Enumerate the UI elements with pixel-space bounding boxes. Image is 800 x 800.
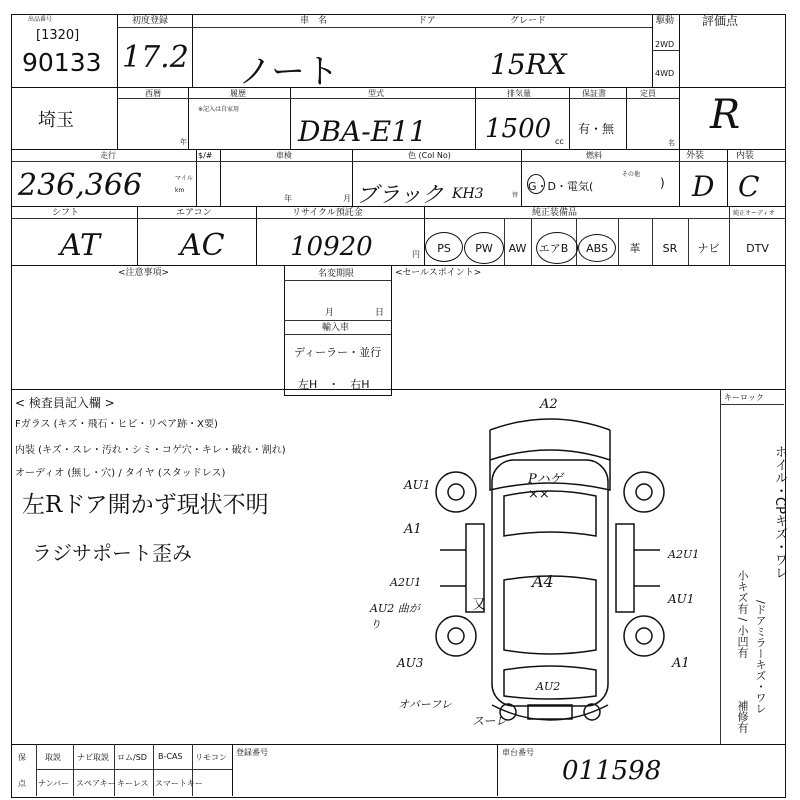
sharp-label: $/# <box>198 151 213 160</box>
warranty-label: 保証書 <box>582 89 606 98</box>
mark-center: A4 <box>532 572 554 591</box>
footer-remote: リモコン <box>195 753 227 762</box>
mark-left-2: A1 <box>404 522 422 537</box>
color-label: 色 (Col No) <box>408 151 451 160</box>
equipment-sr: SR <box>662 241 678 255</box>
name-change-label: 名変期限 <box>318 269 355 279</box>
inspector-handwritten-2: ラジサポート歪み <box>32 541 192 565</box>
equipment-pw-circle <box>464 232 504 264</box>
nen-label: 年 <box>180 138 187 146</box>
warranty-options: 有・無 <box>578 122 615 136</box>
footer-smart-key: スマートキー <box>155 779 203 788</box>
history-label: 履歴 <box>230 89 246 98</box>
capacity-unit: 名 <box>668 139 675 147</box>
inspector-line3: オーディオ (無し・穴) / タイヤ (スタッドレス) <box>15 468 226 479</box>
fuel-other: その他 <box>622 171 641 178</box>
ac-value: AC <box>180 228 225 263</box>
mark-left-1: AU1 <box>404 478 431 492</box>
equipment-abs: ABS <box>586 241 608 255</box>
footer-rom-sd: ロム/SD <box>117 753 147 762</box>
year-unit: 年 <box>284 194 292 203</box>
caution-label: <注意事項> <box>118 268 170 278</box>
cc-unit: cc <box>555 137 564 146</box>
model-label: 型式 <box>368 89 384 98</box>
doors-label: ドア <box>418 16 436 26</box>
chassis-label: 車台番号 <box>502 748 534 757</box>
mark-roof: Pハゲ ×× <box>528 472 563 502</box>
recycle-value: 10920 <box>290 232 373 262</box>
mark-right-2: AU1 <box>668 592 695 606</box>
fuel-options: G・D・電気( <box>528 180 594 193</box>
mark-right-1: A2U1 <box>668 548 700 561</box>
change-label: 替 <box>512 192 519 199</box>
day-label: 日 <box>375 308 385 318</box>
mark-left-4: AU2 曲がり <box>370 602 420 631</box>
equipment-dtv: DTV <box>746 241 769 255</box>
equipment-label: 純正装備品 <box>532 208 578 218</box>
exterior-value: D <box>692 170 715 203</box>
footer-bcas: B-CAS <box>158 752 183 761</box>
interior-label: 内装 <box>736 151 755 161</box>
mileage-label: 走行 <box>100 151 116 160</box>
month-unit: 月 <box>343 194 351 203</box>
inspector-title: < 検査員記入欄 > <box>15 396 115 410</box>
drive-2wd: 2WD <box>655 40 675 49</box>
equipment-airbag: エアB <box>538 242 569 255</box>
mileage-units: マイル km <box>175 175 193 194</box>
side-label-3: 補修有 <box>736 700 749 733</box>
yen-unit: 円 <box>412 250 420 259</box>
side-label-2: 小キズ有 / 小凹有 <box>736 570 749 658</box>
inspector-line2: 内装 (キズ・スレ・汚れ・シミ・コゲ穴・キレ・破れ・割れ) <box>15 445 286 456</box>
mark-door: 又 <box>472 597 486 613</box>
equipment-abs-circle <box>578 234 616 262</box>
exterior-label: 外装 <box>686 151 705 161</box>
footer-navi-manual: ナビ取説 <box>77 753 109 762</box>
mark-bottom-1: スーレ <box>472 714 508 728</box>
shift-value: AT <box>60 228 101 263</box>
equipment-ps-circle <box>425 232 463 262</box>
score-value: R <box>710 92 741 138</box>
footer-side-bottom: 点 <box>18 779 26 788</box>
color-value: ブラック <box>356 183 444 208</box>
lot-number: 90133 <box>22 48 102 77</box>
grade-label: グレード <box>510 16 547 26</box>
footer-keyless: キーレス <box>117 779 149 788</box>
chassis-value: 011598 <box>562 756 662 786</box>
footer-side-top: 保 <box>18 753 26 762</box>
footer-spare-key: スペアキー <box>76 779 116 788</box>
mark-left-5: AU3 <box>397 656 424 670</box>
venue-label: 出品番号 <box>28 16 53 23</box>
month-label: 月 <box>325 308 335 318</box>
footer-number: ナンバー <box>38 779 70 788</box>
inspector-handwritten-1: 左Rドア開かず現状不明 <box>22 492 269 518</box>
equipment-airbag-circle <box>536 232 578 264</box>
mark-left-3: A2U1 <box>390 576 422 589</box>
equipment-aw: AW <box>508 241 527 255</box>
registration-label: 登録番号 <box>236 748 268 757</box>
wheel-label: ホイル・CPキズ・ワレ <box>772 445 787 579</box>
side-label-1: /ドアミラーキズ・ワレ <box>754 600 767 714</box>
capacity-label: 定員 <box>640 89 656 98</box>
grade-value: 15RX <box>490 48 567 81</box>
handle-label: 左H ・ 右H <box>298 378 370 391</box>
shift-label: シフト <box>52 208 80 218</box>
car-name-value: ノート <box>238 52 339 92</box>
drive-4wd: 4WD <box>655 69 675 78</box>
displacement-label: 排気量 <box>507 89 531 98</box>
mark-left-6: オバーフレ <box>398 698 452 711</box>
car-name-label: 車 名 <box>300 16 328 26</box>
score-label: 評価点 <box>702 14 739 28</box>
history-note: ※記入は自家用 <box>198 106 240 113</box>
first-reg-label: 初度登録 <box>132 16 169 26</box>
import-label: 輸入車 <box>322 323 350 333</box>
navi-type-label: 純正オーディオ <box>733 210 775 217</box>
first-reg-value: 17.2 <box>122 40 189 75</box>
drive-label: 駆動 <box>656 16 675 26</box>
equipment-ps: PS <box>437 241 451 255</box>
color-code: KH3 <box>452 186 484 202</box>
inspector-line1: Fガラス (キズ・飛石・ヒビ・リペア跡・X要) <box>15 419 218 430</box>
lot-code: [1320] <box>36 28 80 43</box>
year-label: 西暦 <box>145 89 161 98</box>
mark-bottom-2: AU2 <box>536 680 561 693</box>
ac-label: エアコン <box>176 208 212 218</box>
fuel-selected-circle <box>527 174 545 194</box>
footer-manual: 取説 <box>45 753 61 762</box>
mark-top: A2 <box>540 397 558 412</box>
interior-value: C <box>738 170 760 203</box>
mileage-value: 236,366 <box>18 168 143 203</box>
recycle-label: リサイクル預託金 <box>292 208 363 218</box>
displacement-value: 1500 <box>485 114 552 144</box>
model-value: DBA-E11 <box>298 115 427 148</box>
region-value: 埼玉 <box>38 110 74 131</box>
fuel-label: 燃料 <box>586 151 602 160</box>
equipment-navi: ナビ <box>697 242 720 255</box>
equipment-pw: PW <box>475 241 493 255</box>
mark-right-3: A1 <box>672 656 690 671</box>
sales-point-label: <セールスポイント> <box>395 268 482 278</box>
fuel-close: ) <box>660 176 665 190</box>
inspection-label: 車検 <box>276 151 292 160</box>
key-lock-label: キーロック <box>724 393 764 402</box>
dealer-label: ディーラー・並行 <box>294 346 382 359</box>
equipment-leather: 革 <box>629 242 641 255</box>
